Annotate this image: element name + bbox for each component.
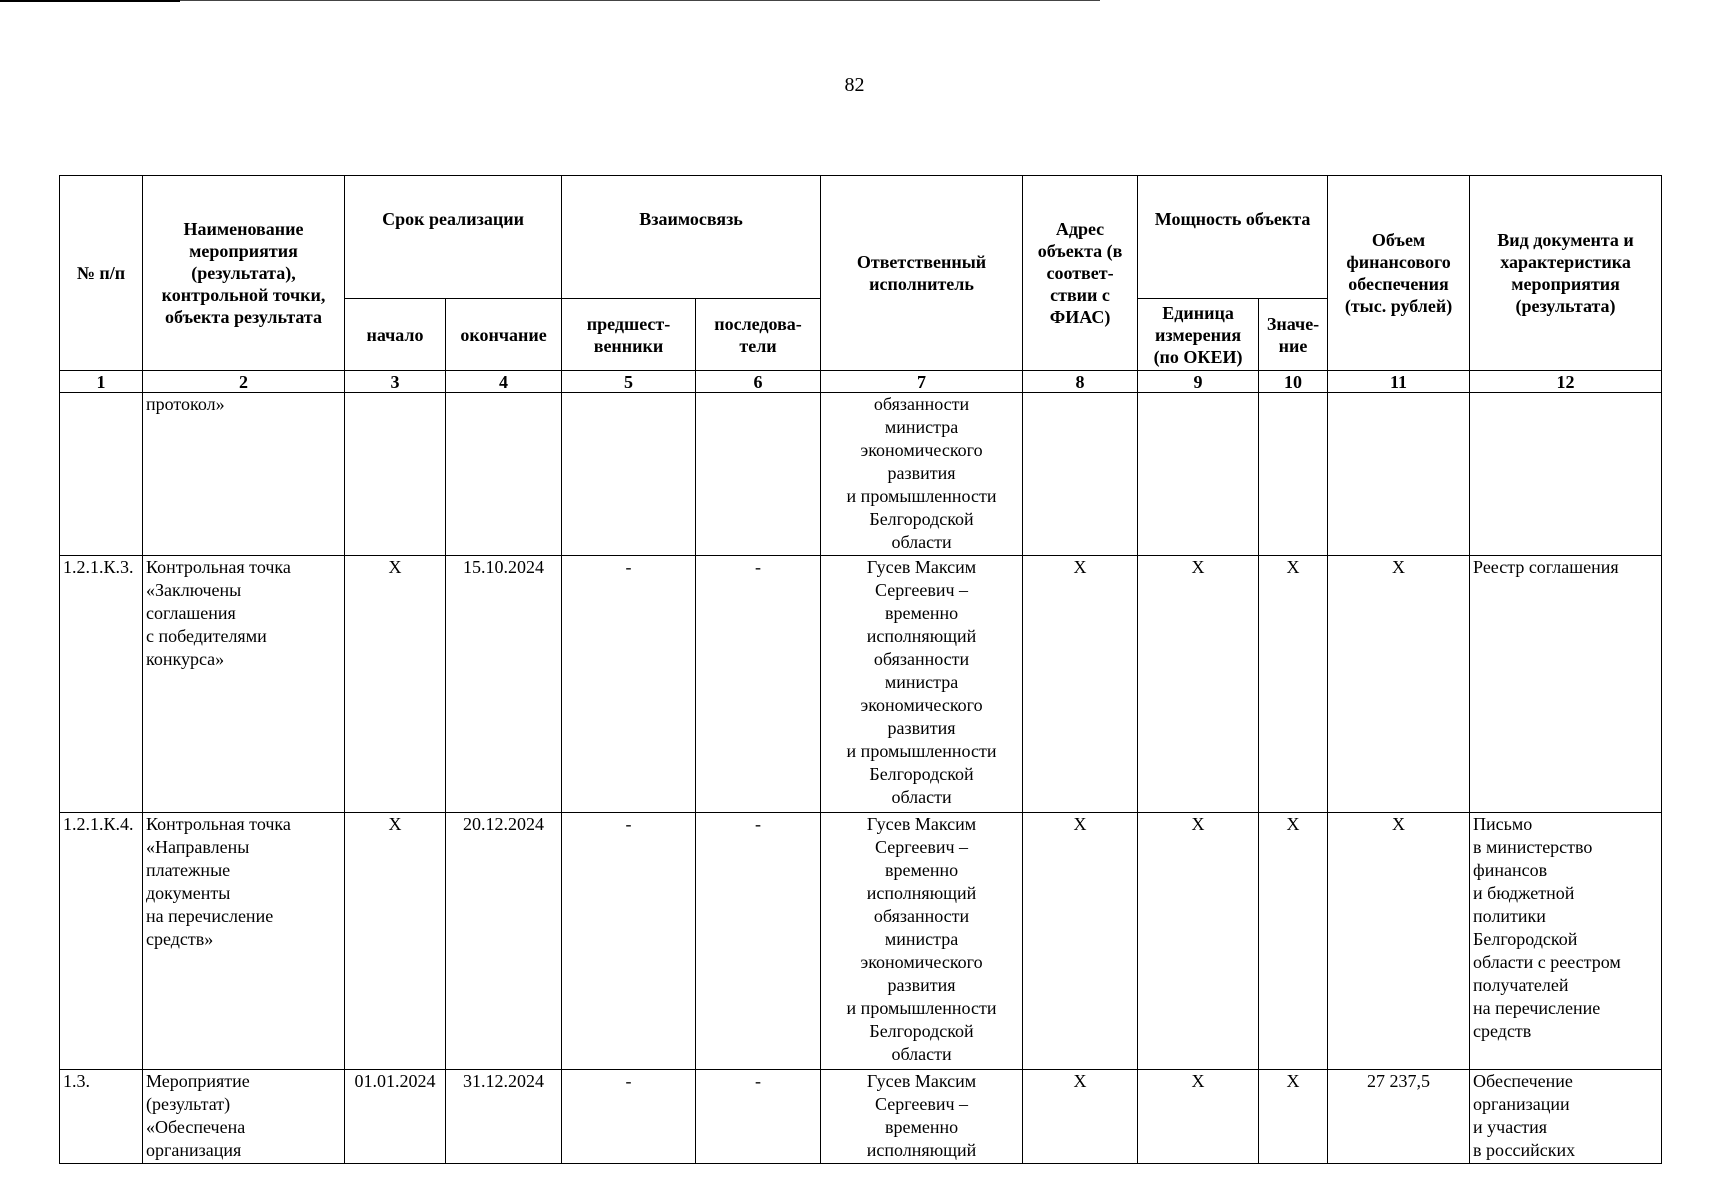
cell-value: Х — [1259, 813, 1328, 1070]
header-capacity-unit: Единица измерения (по ОКЕИ) — [1138, 299, 1259, 371]
cell-finance: Х — [1328, 813, 1470, 1070]
cell-executor-line: Сергеевич – — [875, 1094, 969, 1114]
cell-end: 31.12.2024 — [446, 1070, 562, 1164]
column-number: 11 — [1328, 371, 1470, 393]
cell-executor-line: Белгородской — [869, 509, 974, 529]
cell-executor-line: исполняющий — [866, 626, 977, 646]
cell-executor — [821, 393, 1023, 556]
cell-document-line: и бюджетной — [1473, 883, 1575, 903]
cell-executor-line: Гусев Максим — [866, 1071, 977, 1091]
table-row — [60, 393, 1662, 556]
cell-prev: - — [562, 556, 696, 813]
cell-end: 20.12.2024 — [446, 813, 562, 1070]
cell-name-line: «Направлены — [146, 837, 250, 857]
cell-executor-line: развития — [887, 463, 956, 483]
header-document: Вид документа и характеристика мероприятия (результата) — [1470, 176, 1662, 371]
cell-executor-line: области — [891, 1044, 952, 1064]
cell-executor-line: обязанности — [873, 649, 970, 669]
header-period-start: начало — [345, 299, 446, 371]
cell-name-line: организация — [146, 1140, 242, 1160]
cell-name-line: протокол» — [146, 394, 225, 414]
cell-executor-line: временно — [884, 1117, 959, 1137]
cell-executor-line: Белгородской — [869, 764, 974, 784]
cell-prev: - — [562, 813, 696, 1070]
column-number: 7 — [821, 371, 1023, 393]
cell-executor-line: исполняющий — [866, 883, 977, 903]
cell-address: Х — [1023, 1070, 1138, 1164]
header-address: Адрес объекта (в соответ-ствии с ФИАС) — [1023, 176, 1138, 371]
cell-document-line: получателей — [1473, 975, 1569, 995]
cell-executor-line: обязанности — [873, 394, 970, 414]
cell-unit: Х — [1138, 813, 1259, 1070]
cell-document-line: области с реестром — [1473, 952, 1621, 972]
cell-document-line: и участия — [1473, 1117, 1547, 1137]
header-link: Взаимосвязь — [562, 176, 821, 299]
cell-num: 1.2.1.К.4. — [60, 813, 143, 1070]
cell-document-line: на перечисление — [1473, 998, 1601, 1018]
cell-next: - — [696, 1070, 821, 1164]
cell-value: Х — [1259, 556, 1328, 813]
cell-next: - — [696, 813, 821, 1070]
header-period-end: окончание — [446, 299, 562, 371]
cell-executor-line: и промышленности — [846, 741, 997, 761]
column-number: 6 — [696, 371, 821, 393]
cell-document-line: организации — [1473, 1094, 1570, 1114]
cell-name-line: платежные — [146, 860, 231, 880]
header-link-prev: предшест-венники — [562, 299, 696, 371]
column-number: 10 — [1259, 371, 1328, 393]
header-finance: Объем финансового обеспечения (тыс. рублей) — [1328, 176, 1470, 371]
cell-prev — [562, 393, 696, 556]
cell-next — [696, 393, 821, 556]
cell-document — [1470, 1070, 1662, 1164]
cell-executor — [821, 556, 1023, 813]
table-body — [60, 393, 1662, 1164]
cell-finance: Х — [1328, 556, 1470, 813]
plan-table — [59, 175, 1662, 1164]
header-period: Срок реализации — [345, 176, 562, 299]
cell-num — [60, 393, 143, 556]
cell-value — [1259, 393, 1328, 556]
cell-name-line: «Заключены — [146, 580, 242, 600]
column-number: 5 — [562, 371, 696, 393]
cell-address: Х — [1023, 556, 1138, 813]
cell-executor-line: министра — [884, 417, 959, 437]
cell-unit: Х — [1138, 1070, 1259, 1164]
cell-executor-line: развития — [887, 718, 956, 738]
column-number: 9 — [1138, 371, 1259, 393]
cell-name — [143, 1070, 345, 1164]
cell-document — [1470, 813, 1662, 1070]
cell-prev: - — [562, 1070, 696, 1164]
cell-name-line: Контрольная точка — [146, 814, 291, 834]
cell-executor-line: министра — [884, 929, 959, 949]
cell-start: 01.01.2024 — [345, 1070, 446, 1164]
column-number: 1 — [60, 371, 143, 393]
cell-executor-line: экономического — [860, 952, 983, 972]
header-num: № п/п — [60, 176, 143, 371]
cell-num: 1.2.1.К.3. — [60, 556, 143, 813]
top-border-line — [0, 0, 180, 2]
table-row — [60, 556, 1662, 813]
column-number: 4 — [446, 371, 562, 393]
cell-executor-line: Сергеевич – — [875, 837, 969, 857]
cell-document-line: Белгородской — [1473, 929, 1578, 949]
cell-value: Х — [1259, 1070, 1328, 1164]
cell-name — [143, 813, 345, 1070]
cell-name-line: конкурса» — [146, 649, 225, 669]
cell-executor-line: экономического — [860, 440, 983, 460]
column-number: 2 — [143, 371, 345, 393]
cell-executor-line: и промышленности — [846, 486, 997, 506]
cell-name — [143, 556, 345, 813]
header-name: Наименование мероприятия (результата), контрольной точки, объекта результата — [143, 176, 345, 371]
cell-name-line: средств» — [146, 929, 214, 949]
column-number: 8 — [1023, 371, 1138, 393]
header-capacity: Мощность объекта — [1138, 176, 1328, 299]
header-capacity-value: Значе-ние — [1259, 299, 1328, 371]
cell-unit: Х — [1138, 556, 1259, 813]
cell-executor-line: временно — [884, 860, 959, 880]
cell-executor-line: обязанности — [873, 906, 970, 926]
cell-num: 1.3. — [60, 1070, 143, 1164]
cell-document — [1470, 556, 1662, 813]
cell-document-line: в российских — [1473, 1140, 1576, 1160]
cell-executor-line: исполняющий — [866, 1140, 977, 1160]
cell-end — [446, 393, 562, 556]
table-row — [60, 1070, 1662, 1164]
cell-executor-line: Гусев Максим — [866, 814, 977, 834]
cell-executor-line: развития — [887, 975, 956, 995]
cell-executor-line: экономического — [860, 695, 983, 715]
cell-executor-line: Белгородской — [869, 1021, 974, 1041]
cell-document-line: в министерство — [1473, 837, 1593, 857]
cell-executor-line: временно — [884, 603, 959, 623]
column-number: 3 — [345, 371, 446, 393]
cell-address — [1023, 393, 1138, 556]
cell-start: Х — [345, 556, 446, 813]
cell-document-line: средств — [1473, 1021, 1532, 1041]
cell-name-line: (результат) — [146, 1094, 231, 1114]
cell-unit — [1138, 393, 1259, 556]
cell-name — [143, 393, 345, 556]
cell-executor-line: министра — [884, 672, 959, 692]
cell-executor-line: области — [891, 532, 952, 552]
cell-name-line: соглашения — [146, 603, 236, 623]
cell-document-line: финансов — [1473, 860, 1548, 880]
cell-document — [1470, 393, 1662, 556]
cell-executor-line: области — [891, 787, 952, 807]
cell-executor — [821, 813, 1023, 1070]
header-executor: Ответственный исполнитель — [821, 176, 1023, 371]
cell-address: Х — [1023, 813, 1138, 1070]
cell-name-line: Контрольная точка — [146, 557, 291, 577]
cell-document-line: Реестр соглашения — [1473, 557, 1619, 577]
cell-name-line: на перечисление — [146, 906, 274, 926]
cell-end: 15.10.2024 — [446, 556, 562, 813]
cell-document-line: Письмо — [1473, 814, 1533, 834]
header-link-next: последова-тели — [696, 299, 821, 371]
top-border-line-thin — [180, 0, 1100, 1]
cell-start — [345, 393, 446, 556]
cell-next: - — [696, 556, 821, 813]
cell-finance: 27 237,5 — [1328, 1070, 1470, 1164]
cell-document-line: Обеспечение — [1473, 1071, 1573, 1091]
cell-name-line: Мероприятие — [146, 1071, 250, 1091]
cell-document-line: политики — [1473, 906, 1546, 926]
cell-name-line: с победителями — [146, 626, 267, 646]
table-row — [60, 813, 1662, 1070]
cell-finance — [1328, 393, 1470, 556]
cell-executor-line: Сергеевич – — [875, 580, 969, 600]
cell-name-line: документы — [146, 883, 231, 903]
page-number: 82 — [844, 74, 865, 96]
cell-start: Х — [345, 813, 446, 1070]
column-number: 12 — [1470, 371, 1662, 393]
cell-name-line: «Обеспечена — [146, 1117, 246, 1137]
cell-executor-line: и промышленности — [846, 998, 997, 1018]
cell-executor — [821, 1070, 1023, 1164]
cell-executor-line: Гусев Максим — [866, 557, 977, 577]
